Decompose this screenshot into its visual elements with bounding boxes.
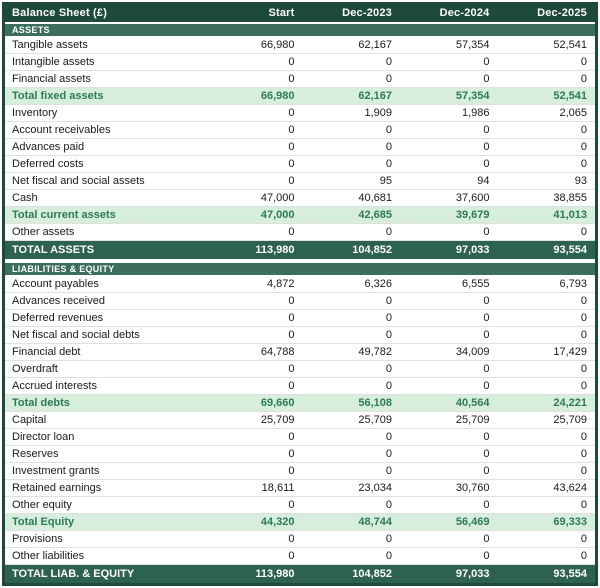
cell-value: 95 [303, 173, 401, 190]
cell-value: 24,221 [498, 395, 596, 412]
row-label: Other assets [5, 224, 205, 241]
cell-value: 6,555 [400, 276, 498, 293]
cell-value: 0 [400, 310, 498, 327]
subtotal-row [5, 514, 595, 531]
cell-value: 0 [498, 293, 596, 310]
row-label: Capital [5, 412, 205, 429]
row-label: Net fiscal and social assets [5, 173, 205, 190]
cell-value: 69,660 [205, 395, 303, 412]
cell-value: 0 [205, 105, 303, 122]
cell-value: 0 [303, 463, 401, 480]
cell-value: 0 [303, 139, 401, 156]
cell-value: 25,709 [498, 412, 596, 429]
table-header-row [5, 5, 595, 23]
cell-value: 104,852 [303, 565, 401, 584]
cell-value: 23,034 [303, 480, 401, 497]
cell-value: 30,760 [400, 480, 498, 497]
table-row [5, 327, 595, 344]
cell-value: 0 [303, 122, 401, 139]
table-row [5, 310, 595, 327]
cell-value: 37,600 [400, 190, 498, 207]
row-label: Overdraft [5, 361, 205, 378]
table-row [5, 139, 595, 156]
cell-value: 0 [303, 378, 401, 395]
cell-value: 0 [498, 446, 596, 463]
cell-value: 57,354 [400, 88, 498, 105]
cell-value: 97,033 [400, 565, 498, 584]
table-row [5, 71, 595, 88]
cell-value: 0 [303, 54, 401, 71]
table-row [5, 378, 595, 395]
cell-value: 62,167 [303, 88, 401, 105]
row-label: Director loan [5, 429, 205, 446]
cell-value: 0 [205, 361, 303, 378]
total-row [5, 241, 595, 260]
column-header-dec-2024: Dec-2024 [400, 5, 498, 23]
row-label: Reserves [5, 446, 205, 463]
cell-value: 0 [498, 71, 596, 88]
cell-value: 0 [498, 548, 596, 565]
cell-value: 0 [400, 54, 498, 71]
cell-value: 0 [205, 378, 303, 395]
cell-value: 0 [205, 327, 303, 344]
cell-value: 0 [205, 463, 303, 480]
row-label: Advances paid [5, 139, 205, 156]
row-label: Deferred costs [5, 156, 205, 173]
cell-value: 0 [400, 361, 498, 378]
cell-value: 47,000 [205, 190, 303, 207]
table-row [5, 122, 595, 139]
cell-value: 52,541 [498, 37, 596, 54]
cell-value: 0 [400, 378, 498, 395]
cell-value: 94 [400, 173, 498, 190]
cell-value: 0 [303, 429, 401, 446]
cell-value: 0 [400, 548, 498, 565]
cell-value: 97,033 [400, 241, 498, 260]
row-label: Accrued interests [5, 378, 205, 395]
cell-value: 0 [303, 293, 401, 310]
table-row [5, 224, 595, 241]
cell-value: 0 [400, 327, 498, 344]
section-header-label: ASSETS [5, 23, 595, 37]
cell-value: 0 [498, 361, 596, 378]
cell-value: 0 [498, 429, 596, 446]
cell-value: 0 [205, 173, 303, 190]
row-label: Financial assets [5, 71, 205, 88]
cell-value: 113,980 [205, 565, 303, 584]
cell-value: 0 [498, 224, 596, 241]
cell-value: 4,872 [205, 276, 303, 293]
cell-value: 0 [498, 378, 596, 395]
subtotal-row [5, 395, 595, 412]
balance-sheet-table [2, 2, 598, 586]
cell-value: 0 [498, 54, 596, 71]
cell-value: 34,009 [400, 344, 498, 361]
cell-value: 18,611 [205, 480, 303, 497]
table-row [5, 361, 595, 378]
cell-value: 0 [400, 531, 498, 548]
column-header-dec-2025: Dec-2025 [498, 5, 596, 23]
cell-value: 42,685 [303, 207, 401, 224]
row-label: Deferred revenues [5, 310, 205, 327]
balance-sheet [5, 5, 595, 583]
cell-value: 52,541 [498, 88, 596, 105]
cell-value: 40,681 [303, 190, 401, 207]
table-row [5, 446, 595, 463]
cell-value: 0 [303, 310, 401, 327]
row-label: Net fiscal and social debts [5, 327, 205, 344]
cell-value: 17,429 [498, 344, 596, 361]
row-label: Account receivables [5, 122, 205, 139]
cell-value: 6,326 [303, 276, 401, 293]
row-label: Cash [5, 190, 205, 207]
cell-value: 93,554 [498, 565, 596, 584]
table-row [5, 429, 595, 446]
cell-value: 0 [205, 429, 303, 446]
cell-value: 0 [400, 224, 498, 241]
table-row [5, 37, 595, 54]
table-row [5, 548, 595, 565]
cell-value: 0 [400, 429, 498, 446]
column-header-dec-2023: Dec-2023 [303, 5, 401, 23]
cell-value: 2,065 [498, 105, 596, 122]
row-label: Account payables [5, 276, 205, 293]
table-row [5, 412, 595, 429]
cell-value: 0 [303, 361, 401, 378]
table-row [5, 156, 595, 173]
row-label: Tangible assets [5, 37, 205, 54]
table-row [5, 463, 595, 480]
row-label: Provisions [5, 531, 205, 548]
cell-value: 40,564 [400, 395, 498, 412]
cell-value: 62,167 [303, 37, 401, 54]
cell-value: 0 [400, 139, 498, 156]
row-label: Investment grants [5, 463, 205, 480]
section-header-label: LIABILITIES & EQUITY [5, 263, 595, 276]
table-body [5, 23, 595, 583]
cell-value: 0 [498, 327, 596, 344]
row-label: TOTAL LIAB. & EQUITY [5, 565, 205, 584]
table-row [5, 173, 595, 190]
subtotal-row [5, 88, 595, 105]
row-label: TOTAL ASSETS [5, 241, 205, 260]
cell-value: 1,986 [400, 105, 498, 122]
cell-value: 56,469 [400, 514, 498, 531]
row-label: Retained earnings [5, 480, 205, 497]
cell-value: 0 [400, 497, 498, 514]
row-label: Total fixed assets [5, 88, 205, 105]
row-label: Inventory [5, 105, 205, 122]
cell-value: 0 [400, 71, 498, 88]
cell-value: 0 [400, 156, 498, 173]
row-label: Other liabilities [5, 548, 205, 565]
cell-value: 0 [400, 463, 498, 480]
cell-value: 0 [205, 293, 303, 310]
cell-value: 113,980 [205, 241, 303, 260]
cell-value: 0 [303, 446, 401, 463]
row-label: Total current assets [5, 207, 205, 224]
cell-value: 25,709 [400, 412, 498, 429]
table-row [5, 480, 595, 497]
cell-value: 0 [303, 531, 401, 548]
cell-value: 0 [205, 497, 303, 514]
cell-value: 93 [498, 173, 596, 190]
cell-value: 0 [205, 224, 303, 241]
cell-value: 56,108 [303, 395, 401, 412]
cell-value: 38,855 [498, 190, 596, 207]
subtotal-row [5, 207, 595, 224]
cell-value: 0 [205, 71, 303, 88]
row-label: Advances received [5, 293, 205, 310]
cell-value: 6,793 [498, 276, 596, 293]
cell-value: 0 [498, 122, 596, 139]
cell-value: 0 [205, 548, 303, 565]
table-row [5, 497, 595, 514]
cell-value: 49,782 [303, 344, 401, 361]
cell-value: 48,744 [303, 514, 401, 531]
cell-value: 0 [205, 531, 303, 548]
row-label: Total Equity [5, 514, 205, 531]
cell-value: 25,709 [303, 412, 401, 429]
cell-value: 0 [498, 156, 596, 173]
cell-value: 0 [303, 224, 401, 241]
table-title: Balance Sheet (£) [5, 5, 205, 23]
cell-value: 0 [498, 463, 596, 480]
cell-value: 0 [205, 156, 303, 173]
table-row [5, 54, 595, 71]
table-row [5, 531, 595, 548]
cell-value: 39,679 [400, 207, 498, 224]
cell-value: 0 [303, 71, 401, 88]
cell-value: 66,980 [205, 37, 303, 54]
cell-value: 0 [303, 497, 401, 514]
cell-value: 0 [400, 293, 498, 310]
cell-value: 0 [303, 156, 401, 173]
section-header-row [5, 23, 595, 37]
cell-value: 44,320 [205, 514, 303, 531]
cell-value: 0 [205, 139, 303, 156]
row-label: Financial debt [5, 344, 205, 361]
cell-value: 25,709 [205, 412, 303, 429]
table-row [5, 293, 595, 310]
cell-value: 0 [400, 446, 498, 463]
column-header-start: Start [205, 5, 303, 23]
table-row [5, 105, 595, 122]
cell-value: 0 [205, 122, 303, 139]
cell-value: 64,788 [205, 344, 303, 361]
table-row [5, 344, 595, 361]
section-header-row [5, 263, 595, 276]
cell-value: 57,354 [400, 37, 498, 54]
total-row [5, 565, 595, 584]
table-row [5, 190, 595, 207]
row-label: Total debts [5, 395, 205, 412]
cell-value: 66,980 [205, 88, 303, 105]
cell-value: 0 [205, 310, 303, 327]
cell-value: 43,624 [498, 480, 596, 497]
cell-value: 0 [498, 310, 596, 327]
row-label: Other equity [5, 497, 205, 514]
cell-value: 1,909 [303, 105, 401, 122]
cell-value: 0 [205, 446, 303, 463]
cell-value: 93,554 [498, 241, 596, 260]
row-label: Intangible assets [5, 54, 205, 71]
cell-value: 0 [498, 531, 596, 548]
cell-value: 0 [303, 327, 401, 344]
cell-value: 104,852 [303, 241, 401, 260]
cell-value: 0 [303, 548, 401, 565]
cell-value: 69,333 [498, 514, 596, 531]
cell-value: 47,000 [205, 207, 303, 224]
cell-value: 0 [498, 497, 596, 514]
cell-value: 0 [400, 122, 498, 139]
cell-value: 0 [498, 139, 596, 156]
cell-value: 0 [205, 54, 303, 71]
table-row [5, 276, 595, 293]
cell-value: 41,013 [498, 207, 596, 224]
